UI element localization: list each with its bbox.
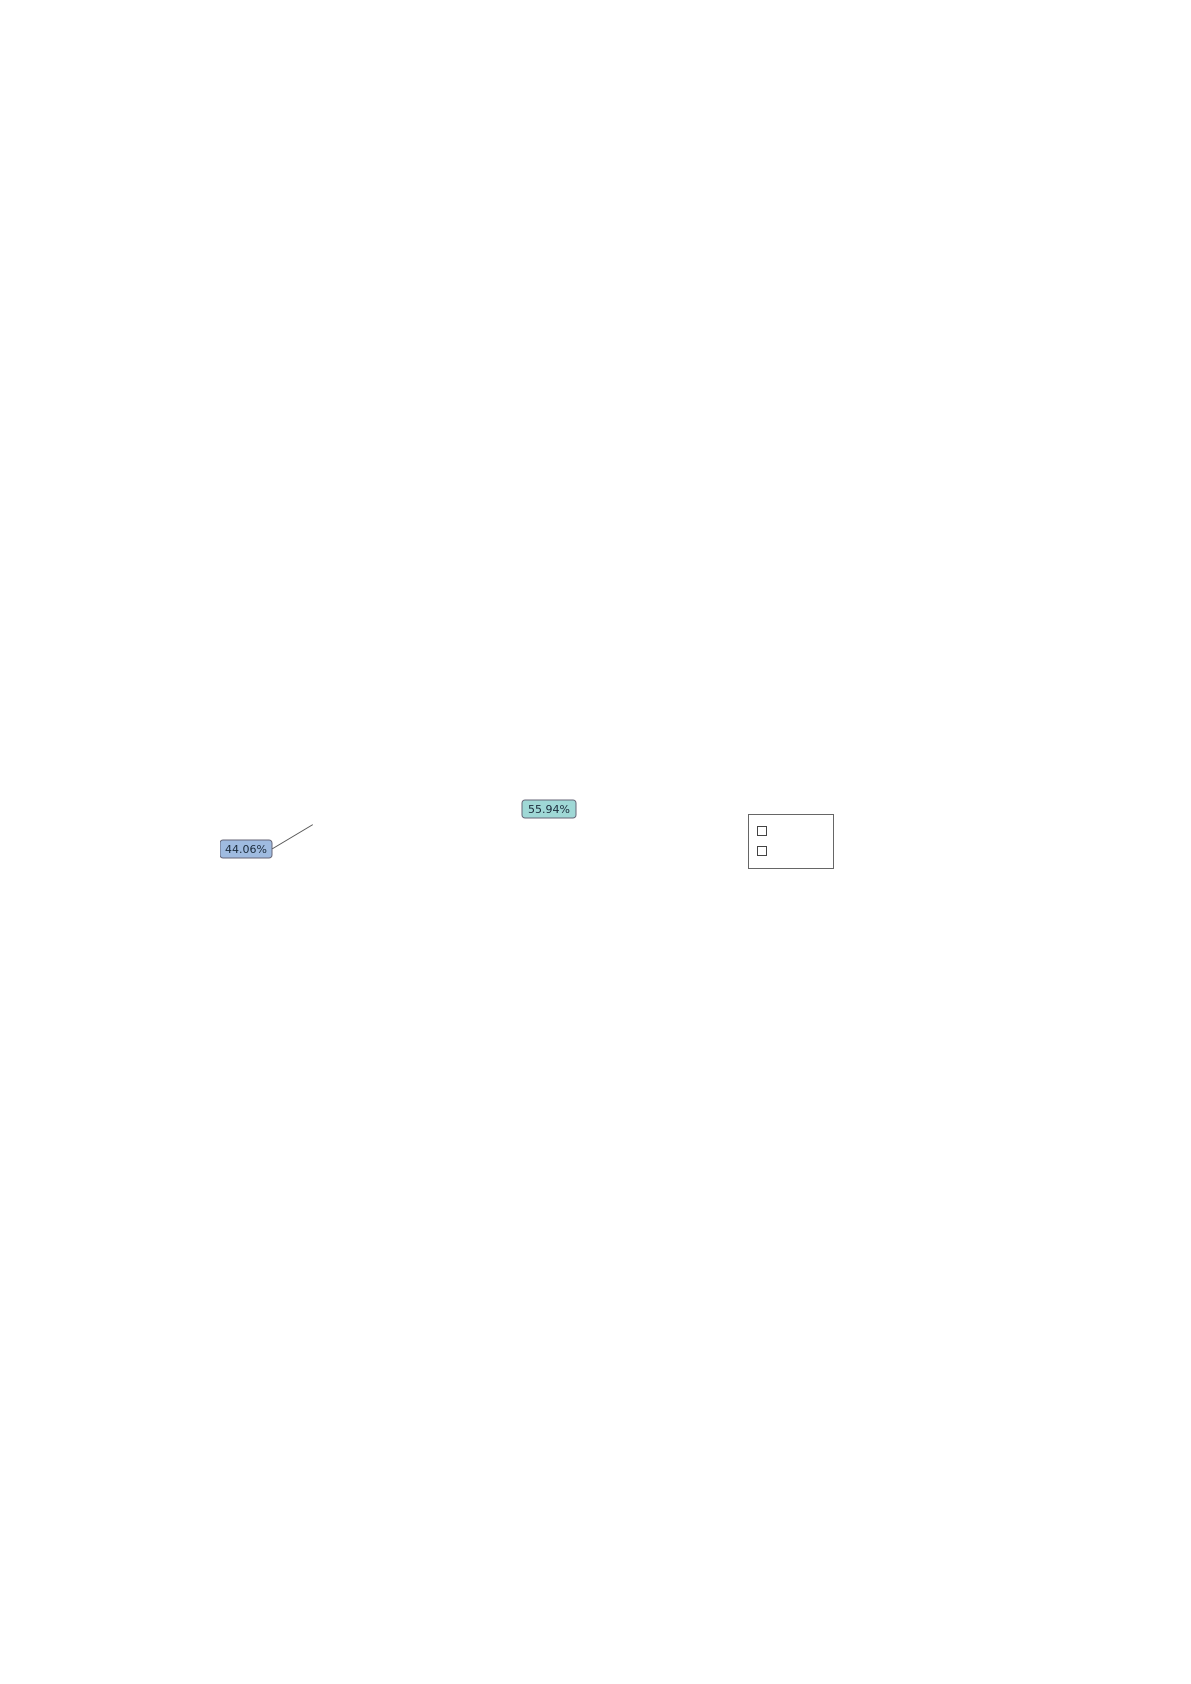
legend-item-investing (757, 841, 833, 861)
chart-legend (748, 814, 834, 869)
inflow-pie-chart (220, 700, 740, 940)
data-label-operating-leader (272, 825, 313, 849)
legend-swatch-operating (757, 826, 767, 836)
data-label-operating: 44.06% (225, 843, 267, 856)
legend-swatch-investing (757, 846, 767, 856)
data-label-investing: 55.94% (528, 803, 570, 816)
legend-item-operating (757, 821, 833, 841)
